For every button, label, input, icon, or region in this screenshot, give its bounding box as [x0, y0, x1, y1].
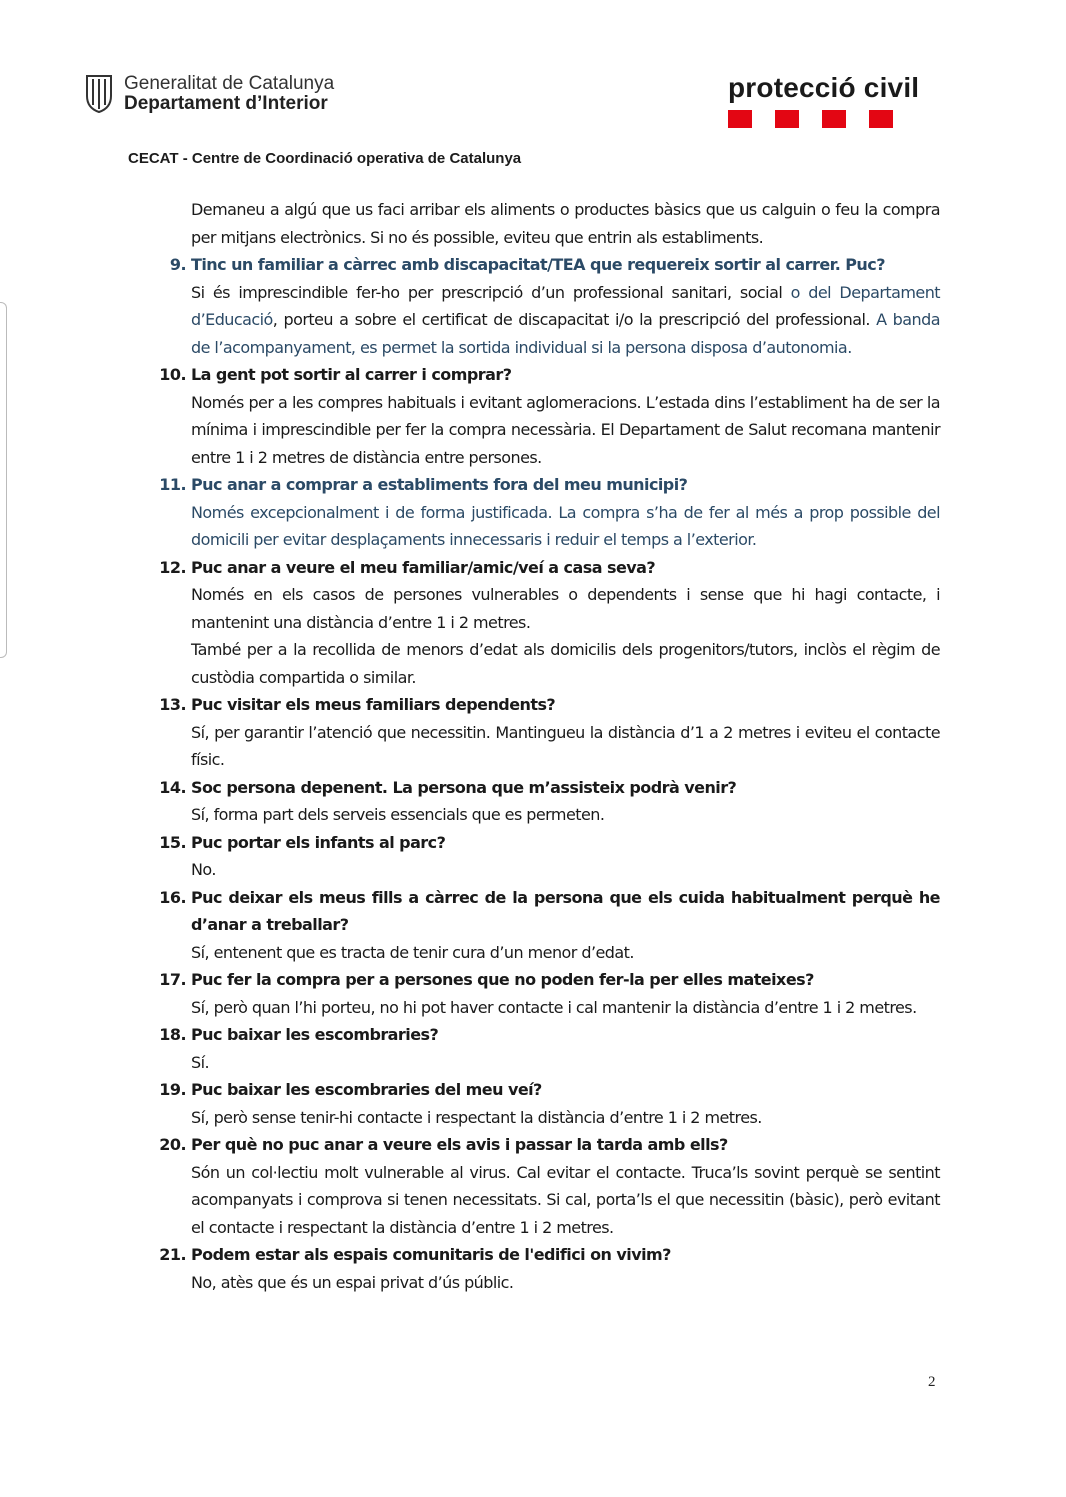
answer-text-2: També per a la recollida de menors d’edat als domicilis dels progenitors/tutors, inclòs el règim de custòdia compartida o similar.: [191, 640, 940, 687]
faq-item-13: [150, 691, 940, 774]
answer-text: Només excepcionalment i de forma justificada. La compra s’ha de fer al més a prop possible del domicili per evitar desplaçaments innecessaris i reduir el temps a l’exterior.: [191, 502, 940, 549]
question-number: 15.: [159, 832, 186, 852]
faq-item-10: [150, 361, 940, 471]
question-text: Per què no puc anar a veure els avis i passar la tarda amb ells?: [191, 1135, 728, 1154]
question-number: 14.: [159, 777, 186, 797]
question-text: Puc anar a comprar a establiments fora del meu municipi?: [191, 475, 688, 494]
page-number: 2: [928, 1374, 936, 1390]
generalitat-logo: [84, 74, 334, 114]
question-number: 19.: [159, 1080, 186, 1099]
red-square-3: [822, 110, 846, 128]
answer-text: Sí, per garantir l’atenció que necessitin. Mantingueu la distància d’1 a 2 metres i eviteu el contacte físic.: [191, 722, 940, 769]
proteccio-civil-logo: [728, 72, 928, 128]
answer-text: Sí.: [191, 1052, 210, 1072]
faq-content: [150, 196, 940, 1296]
generalitat-emblem-icon: [84, 74, 114, 114]
logo-red-squares: [728, 110, 928, 128]
question-text: Puc deixar els meus fills a càrrec de la persona que els cuida habitualment perquè he d’anar a treballar?: [191, 887, 940, 934]
page-edge-marker: [0, 302, 7, 658]
department-name: Departament d’Interior: [124, 93, 328, 114]
answer-text: Sí, però quan l’hi porteu, no hi pot haver contacte i cal mantenir la distància d’entre 1 i 2 metres.: [191, 997, 917, 1017]
question-text: Puc baixar les escombraries del meu veí?: [191, 1080, 542, 1099]
answer-text: Sí, entenent que es tracta de tenir cura d’un menor d’edat.: [191, 942, 634, 962]
answer-part-3: , porteu a sobre el certificat de discapacitat i/o la prescripció del professional.: [272, 310, 870, 329]
red-square-2: [775, 110, 799, 128]
faq-item-14: [150, 774, 940, 829]
question-text: Puc visitar els meus familiars dependents?: [191, 695, 556, 714]
faq-item-16: [150, 884, 940, 967]
question-number: 21.: [159, 1245, 186, 1264]
generalitat-name: Generalitat de Catalunya: [124, 73, 335, 94]
answer-part-1: Si és imprescindible fer-ho per prescripció d’un professional sanitari, social: [191, 282, 783, 302]
answer-part-4: A banda de l’acompanyament, es permet la sortida individual si la persona disposa d’autonomia.: [191, 310, 940, 357]
question-number: 20.: [159, 1135, 186, 1154]
faq-item-9: [150, 251, 940, 361]
question-text: Puc anar a veure el meu familiar/amic/veí a casa seva?: [191, 557, 656, 577]
question-text: Puc baixar les escombraries?: [191, 1025, 439, 1044]
answer-text: Només en els casos de persones vulnerables o dependents i sense que hi hagi contacte, i mantenint una distància d’entre 1 i 2 metres.: [191, 585, 940, 632]
question-text: La gent pot sortir al carrer i comprar?: [191, 365, 512, 384]
question-number: 16.: [159, 887, 186, 907]
faq-item-19: [150, 1076, 940, 1131]
question-number: 12.: [159, 557, 186, 577]
question-text: Puc fer la compra per a persones que no poden fer-la per elles mateixes?: [191, 970, 814, 989]
answer-text: No, atès que és un espai privat d’ús públic.: [191, 1272, 514, 1292]
faq-item-11: [150, 471, 940, 554]
question-number: 9.: [169, 255, 186, 274]
answer-part-2: o del Departament d’Educació: [191, 282, 941, 329]
faq-item-15: [150, 829, 940, 884]
question-text: Podem estar als espais comunitaris de l'edifici on vivim?: [191, 1245, 671, 1264]
question-number: 13.: [159, 695, 186, 714]
cecat-heading: CECAT - Centre de Coordinació operativa de Catalunya: [128, 150, 522, 167]
faq-item-20: [150, 1131, 940, 1241]
answer-text: [191, 279, 940, 362]
red-square-4: [869, 110, 893, 128]
red-square-1: [728, 110, 752, 128]
answer-text: Només per a les compres habituals i evitant aglomeracions. L’estada dins l’establiment ha de ser la mínima i imprescindible per fer la compra necessària. El Departament de Salut recomana mantenir entre 1 i 2 metres de distància entre persones.: [191, 392, 940, 467]
question-number: 17.: [159, 970, 186, 989]
faq-item-17: [150, 966, 940, 1021]
proteccio-civil-title: protecció civil: [728, 72, 920, 103]
answer-text: No.: [191, 860, 216, 879]
answer-text: Sí, forma part dels serveis essencials que es permeten.: [191, 805, 605, 824]
answer-text: Són un col·lectiu molt vulnerable al virus. Cal evitar el contacte. Truca’ls sovint perquè se sentint acompanyats i comprova si tenen necessitats. Si cal, porta’ls el que necessitin (bàsic), però evitant el contacte i respectant la distància d’entre 1 i 2 metres.: [191, 1162, 940, 1237]
page-header: [0, 0, 1066, 175]
faq-item-12: [150, 554, 940, 692]
answer-text: Sí, però sense tenir-hi contacte i respectant la distància d’entre 1 i 2 metres.: [191, 1107, 762, 1127]
question-text: Soc persona depenent. La persona que m’assisteix podrà venir?: [191, 777, 737, 797]
faq-item-21: [150, 1241, 940, 1296]
question-text: Puc portar els infants al parc?: [191, 832, 446, 852]
question-number: 10.: [159, 365, 186, 384]
question-number: 11.: [159, 475, 186, 494]
faq-item-18: [150, 1021, 940, 1076]
question-number: 18.: [159, 1025, 186, 1044]
question-text: Tinc un familiar a càrrec amb discapacitat/TEA que requereix sortir al carrer. Puc?: [191, 255, 885, 274]
intro-answer: Demaneu a algú que us faci arribar els aliments o productes bàsics que us calguin o feu la compra per mitjans electrònics. Si no és possible, eviteu que entrin als establiments.: [191, 200, 940, 247]
